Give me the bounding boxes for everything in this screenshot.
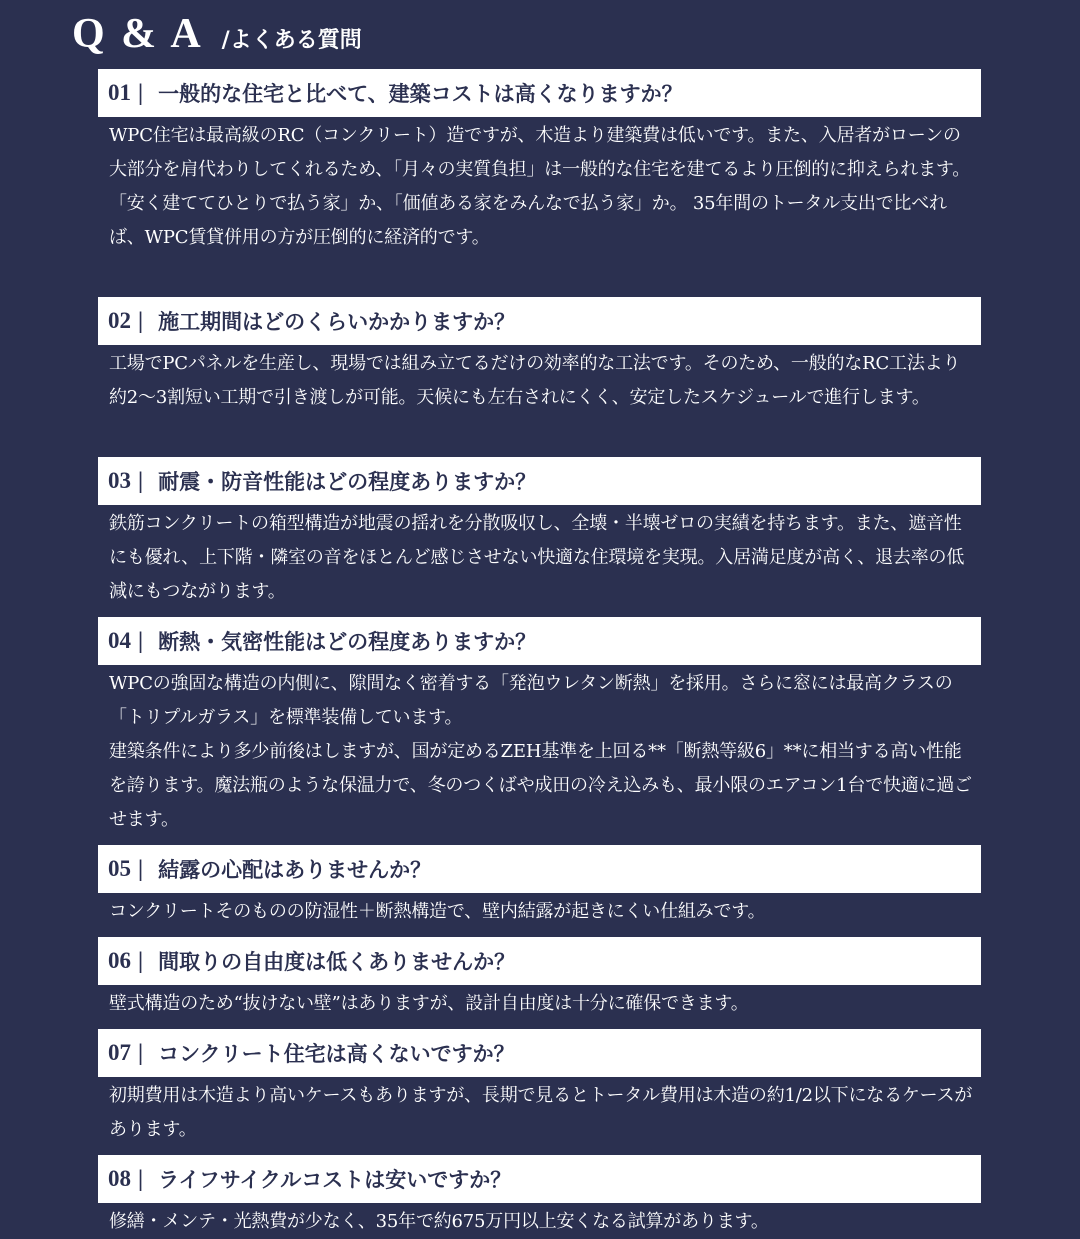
answer-paragraph: 鉄筋コンクリートの箱型構造が地震の揺れを分散吸収し、全壊・半壊ゼロの実績を持ちます。また、遮音性にも優れ、上下階・隣室の音をほとんど感じさせない快適な住環境を実現。入居満足度が高く、退去率の低減にもつながります。 [109, 513, 965, 602]
faq-item-05 [98, 845, 981, 929]
question-number: 07 [108, 1040, 131, 1065]
answer-paragraph: 初期費用は木造より高いケースもありますが、長期で見るとトータル費用は木造の約1/2以下になるケースがあります。 [109, 1085, 973, 1140]
question-text: 耐震・防音性能はどの程度ありますか？ [158, 469, 537, 494]
question-number: 03 [108, 468, 131, 493]
answer [98, 985, 981, 1021]
faq-heading [72, 10, 362, 58]
question-bar: 01 | 一般的な住宅と比べて、建築コストは高くなりますか？ [98, 69, 981, 117]
answer-paragraph: 壁式構造のため“抜けない壁”はありますが、設計自由度は十分に確保できます。 [109, 993, 749, 1014]
answer-paragraph: 修繕・メンテ・光熱費が少なく、35年で約675万円以上安くなる試算があります。 [109, 1211, 769, 1232]
question-number: 06 [108, 948, 131, 973]
faq-item-02 [98, 297, 981, 415]
answer-paragraph: 「安く建ててひとりで払う家」か、「価値ある家をみんなで払う家」か。 35年間のトータル支出で比べれば、WPC賃貸併用の方が圧倒的に経済的です。 [109, 193, 947, 248]
question-bar: 08 | ライフサイクルコストは安いですか？ [98, 1155, 981, 1203]
question-number: 05 [108, 856, 131, 881]
answer-paragraph: コンクリートそのものの防湿性＋断熱構造で、壁内結露が起きにくい仕組みです。 [109, 901, 766, 922]
answer-paragraph: WPC住宅は最高級のRC（コンクリート）造ですが、木造より建築費は低いです。また、入居者がローンの大部分を肩代わりしてくれるため、「月々の実質負担」は一般的な住宅を建てるより圧倒的に抑えられます。 [109, 125, 971, 180]
question-text: 断熱・気密性能はどの程度ありますか？ [158, 629, 537, 654]
question-bar: 06 | 間取りの自由度は低くありませんか？ [98, 937, 981, 985]
faq-item-04 [98, 617, 981, 837]
question-text: コンクリート住宅は高くないですか？ [158, 1041, 515, 1066]
faq-item-06 [98, 937, 981, 1021]
faq-item-07 [98, 1029, 981, 1147]
question-text: ライフサイクルコストは安いですか？ [158, 1167, 512, 1192]
answer [98, 345, 981, 415]
faq-item-08 [98, 1155, 981, 1239]
question-number: 08 [108, 1166, 131, 1191]
faq-item-03 [98, 457, 981, 609]
question-text: 結露の心配はありませんか？ [158, 857, 432, 882]
question-text: 間取りの自由度は低くありませんか？ [158, 949, 516, 974]
question-number: 01 [108, 80, 131, 105]
faq-item-01 [98, 69, 981, 255]
question-bar: 05 | 結露の心配はありませんか？ [98, 845, 981, 893]
heading-title: Q & A [72, 11, 204, 57]
answer [98, 665, 981, 837]
answer-paragraph: WPCの強固な構造の内側に、隙間なく密着する「発泡ウレタン断熱」を採用。さらに窓には最高クラスの「トリプルガラス」を標準装備しています。 [109, 673, 953, 728]
answer [98, 117, 981, 255]
answer [98, 1077, 981, 1147]
answer [98, 505, 981, 609]
heading-subtitle: /よくある質問 [221, 27, 362, 53]
question-text: 一般的な住宅と比べて、建築コストは高くなりますか？ [158, 81, 683, 106]
answer-paragraph: 建築条件により多少前後はしますが、国が定めるZEH基準を上回る**「断熱等級6」**に相当する高い性能を誇ります。魔法瓶のような保温力で、冬のつくばや成田の冷え込みも、最小限のエアコン1台で快適に過ごせます。 [109, 741, 972, 830]
question-text: 施工期間はどのくらいかかりますか？ [158, 309, 516, 334]
question-bar: 04 | 断熱・気密性能はどの程度ありますか？ [98, 617, 981, 665]
question-number: 04 [108, 628, 131, 653]
question-bar: 02 | 施工期間はどのくらいかかりますか？ [98, 297, 981, 345]
question-bar: 07 | コンクリート住宅は高くないですか？ [98, 1029, 981, 1077]
answer [98, 1203, 981, 1239]
question-number: 02 [108, 308, 131, 333]
answer-paragraph: 工場でPCパネルを生産し、現場では組み立てるだけの効率的な工法です。そのため、一般的なRC工法より約2〜3割短い工期で引き渡しが可能。天候にも左右されにくく、安定したスケジュールで進行します。 [109, 353, 961, 408]
answer [98, 893, 981, 929]
question-bar: 03 | 耐震・防音性能はどの程度ありますか？ [98, 457, 981, 505]
